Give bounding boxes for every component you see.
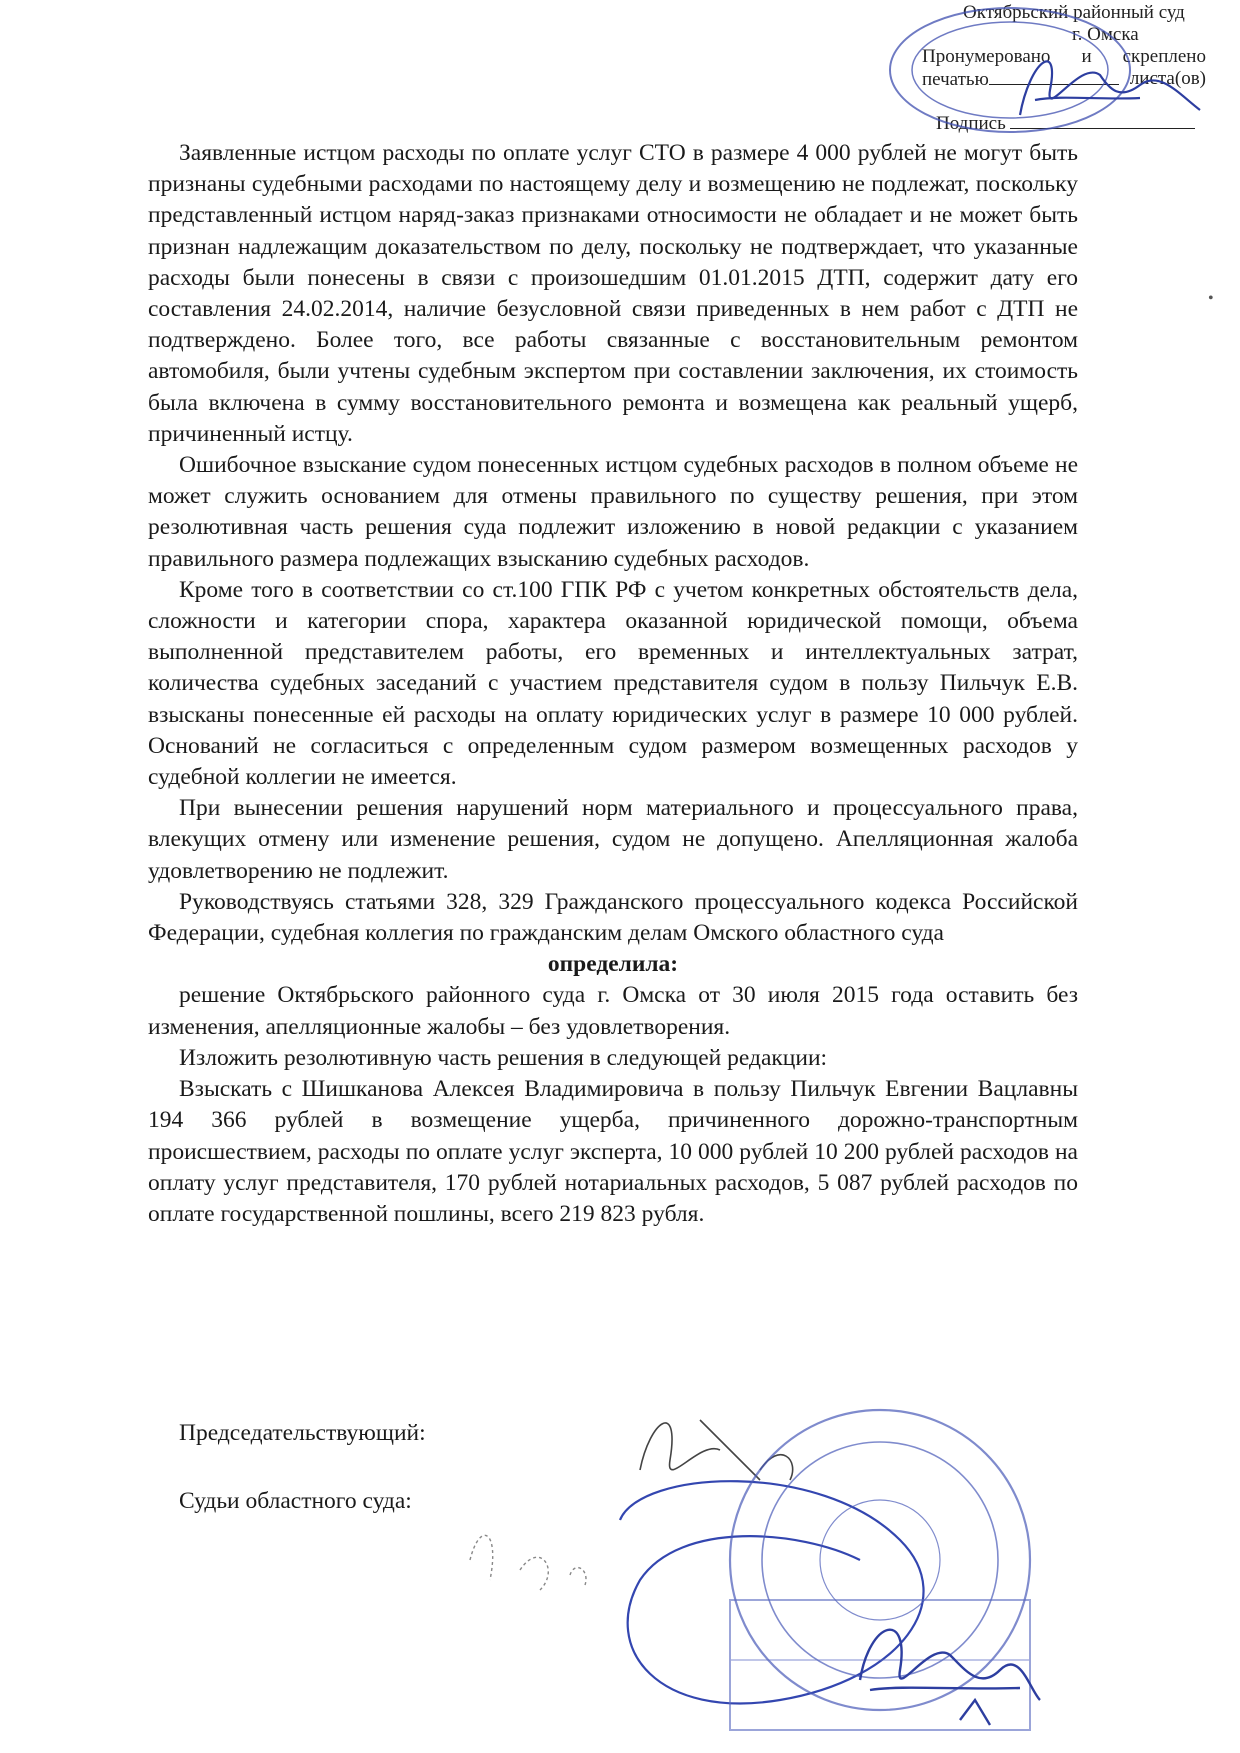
stamp-city: г. Омска (1072, 24, 1139, 45)
ruling-restate: Изложить резолютивную часть решения в следующей редакции: (179, 1044, 828, 1071)
ruling-heading: определила: (547, 951, 679, 978)
stamp-and: и (1081, 46, 1092, 67)
stamp-court: Октябрьский районный суд (963, 2, 1185, 23)
paragraph-legal-fees: Кроме того в соответствии со ст.100 ГПК РФ с учетом конкретных обстоятельств дела, сложности и категории спора, характера оказанной юридической помощи, объема выполненной представителем работы, его временных и интеллектуальных затрат, количества судебных заседаний с участием представителя судом в пользу Пильчук Е.В. взысканы понесенные ей расходы на оплату юридических услуг в размере 10 000 рублей. Оснований не согласиться с определенным судом размером возмещенных расходов у судебной коллегии не имеется. (148, 576, 1078, 791)
paragraph-sto-expenses: Заявленные истцом расходы по оплате услуг СТО в размере 4 000 рублей не могут быть признаны судебными расходами по настоящему делу и возмещению не подлежат, поскольку представленный истцом наряд-заказ признаками относимости не обладает и не может быть признан надлежащим доказательством по делу, поскольку не подтверждает, что указанные расходы были понесены в связи с произошедшим 01.01.2015 ДТП, содержит дату его составления 24.02.2014, наличие безусловной связи приведенных в нем работ с ДТП не подтверждено. Более того, все работы связанные с восстановительным ремонтом автомобиля, были учтены судебным экспертом при составлении заключения, их стоимость была включена в сумму восстановительного ремонта и возмещена как реальный ущерб, причиненный истцу. (148, 140, 1078, 447)
judges-label: Судьи областного суда: (179, 1488, 412, 1514)
judges-signature-icon (470, 1535, 586, 1590)
stamp-signature-line (936, 112, 1195, 134)
stamp-seal-line (922, 68, 1206, 90)
judges-ink-signature-icon (620, 1481, 924, 1703)
bottom-signature-icon (860, 1630, 1040, 1725)
stamp-signature-label: Подпись (936, 113, 1006, 134)
document-body (148, 138, 1078, 1230)
court-seal-icon (730, 1410, 1030, 1710)
presiding-label: Председательствующий: (179, 1420, 426, 1446)
stamp-seal: печатью (922, 68, 1119, 90)
stamp-numbered: Пронумеровано (922, 46, 1051, 67)
margin-mark: • (1208, 290, 1214, 307)
presiding-signature-icon (640, 1420, 793, 1480)
stamp-sheets: листа(ов) (1129, 68, 1206, 89)
certification-stamp (922, 0, 1220, 140)
paragraph-guided-by: Руководствуясь статьями 328, 329 Гражданского процессуального кодекса Российской Федерации, судебная коллегия по гражданским делам Омского областного суда (148, 888, 1078, 947)
paragraph-no-violations: При вынесении решения нарушений норм материального и процессуального права, влекущих отмену или изменение решения, судом не допущено. Апелляционная жалоба удовлетворению не подлежит. (148, 795, 1078, 884)
ruling-recover: Взыскать с Шишканова Алексея Владимировича в пользу Пильчук Евгении Вацлавны 194 366 рублей в возмещение ущерба, причиненного дорожно-транспортным происшествием, расходы по оплате услуг эксперта, 10 000 рублей 10 200 рублей расходов на оплату услуг представителя, 170 рублей нотариальных расходов, 5 087 рублей расходов по оплате государственной пошлины, всего 219 823 рубля. (148, 1076, 1078, 1227)
rectangular-stamp-icon (730, 1600, 1030, 1730)
ruling-decision: решение Октябрьского районного суда г. Омска от 30 июля 2015 года оставить без изменения, апелляционные жалобы – без удовлетворения. (148, 982, 1078, 1040)
stamp-numbered-line (922, 46, 1206, 67)
stamp-fastened: скреплено (1122, 46, 1206, 67)
paragraph-erroneous-recovery: Ошибочное взыскание судом понесенных истцом судебных расходов в полном объеме не может служить основанием для отмены правильного по существу решения, при этом резолютивная часть решения суда подлежит изложению в новой редакции с указанием правильного размера подлежащих взысканию судебных расходов. (148, 452, 1078, 572)
